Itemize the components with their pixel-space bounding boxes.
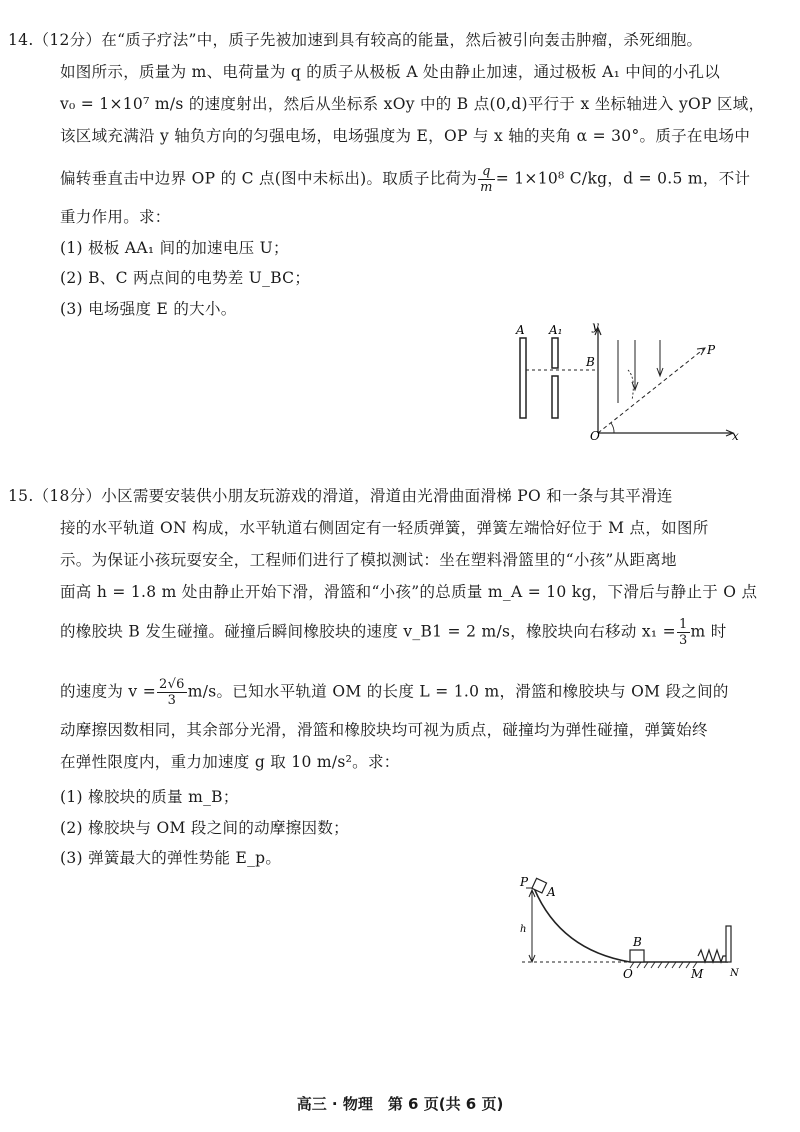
q14-part-2: (2) B、C 两点间的电势差 U_BC； bbox=[60, 269, 311, 287]
q15-part-1: (1) 橡胶块的质量 m_B； bbox=[60, 788, 239, 806]
page-footer: 高三 · 物理 第 6 页(共 6 页) bbox=[296, 1095, 504, 1113]
label-o: O bbox=[590, 429, 600, 443]
q15-line-6 bbox=[60, 677, 729, 708]
q15-line-2: 接的水平轨道 ON 构成，水平轨道右侧固定有一轻质弹簧，弹簧左端恰好位于 M 点，如图所 bbox=[60, 519, 709, 537]
q14-figure bbox=[500, 318, 750, 443]
q15-line-5-b: m 时 bbox=[690, 622, 727, 641]
label-a: A bbox=[516, 323, 525, 337]
q14-line-6: 重力作用。求： bbox=[60, 208, 171, 226]
label-a: A bbox=[547, 885, 556, 899]
spring bbox=[698, 950, 726, 962]
q15-line-6-b: m/s。已知水平轨道 OM 的长度 L = 1.0 m，滑篮和橡胶块与 OM 段之间的 bbox=[187, 682, 729, 701]
label-p: P bbox=[520, 875, 529, 889]
label-h: h bbox=[520, 924, 527, 935]
friction-hatch bbox=[630, 962, 697, 968]
deflection-path bbox=[628, 370, 633, 400]
q14-line-4: 该区域充满沿 y 轴负方向的匀强电场，电场强度为 E，OP 与 x 轴的夹角 α = 30°。质子在电场中 bbox=[60, 127, 751, 145]
plate-a1-lower bbox=[552, 376, 558, 418]
fraction-numerator: 2√6 bbox=[159, 677, 185, 692]
label-n: N bbox=[730, 968, 739, 979]
q14-line-1: 14.（12分）在“质子疗法”中，质子先被加速到具有较高的能量，然后被引向轰击肿瘤，杀死细胞。 bbox=[8, 31, 703, 49]
q15-line-3: 示。为保证小孩玩耍安全，工程师们进行了模拟测试：坐在塑料滑篮里的“小孩”从距离地 bbox=[60, 551, 677, 569]
q15-line-1: 15.（18分）小区需要安装供小朋友玩游戏的滑道，滑道由光滑曲面滑梯 PO 和一条与其平滑连 bbox=[8, 487, 673, 505]
q15-line-5-a: 的橡胶块 B 发生碰撞。碰撞后瞬间橡胶块的速度 v_B1 = 2 m/s，橡胶块向右移动 x₁ = bbox=[60, 622, 676, 641]
q14-part-3: (3) 电场强度 E 的大小。 bbox=[60, 300, 237, 318]
label-y: y bbox=[592, 319, 599, 333]
q15-line-6-a: 的速度为 v = bbox=[60, 682, 156, 701]
basket-a bbox=[532, 878, 547, 893]
q14-part-1: (1) 极板 AA₁ 间的加速电压 U； bbox=[60, 239, 289, 257]
q14-line-3: v₀ = 1×10⁷ m/s 的速度射出，然后从坐标系 xOy 中的 B 点(0,d)平行于 x 坐标轴进入 yOP 区域， bbox=[60, 95, 765, 113]
q15-line-5 bbox=[60, 617, 727, 648]
label-o: O bbox=[623, 967, 633, 981]
q14-line-5-a: 偏转垂直击中边界 OP 的 C 点(图中未标出)。取质子比荷为 bbox=[60, 169, 478, 188]
label-m: M bbox=[691, 967, 704, 981]
q14-line-5-b: = 1×10⁸ C/kg，d = 0.5 m，不计 bbox=[495, 169, 751, 188]
angle-arc bbox=[611, 423, 614, 433]
label-b: B bbox=[633, 935, 642, 949]
velocity-fraction bbox=[157, 677, 187, 708]
q14-line-2: 如图所示，质量为 m、电荷量为 q 的质子从极板 A 处由静止加速，通过极板 A₁ 中间的小孔以 bbox=[60, 63, 721, 81]
fraction-numerator: q bbox=[478, 164, 495, 180]
q14-line-5 bbox=[60, 164, 750, 195]
plate-a bbox=[520, 338, 526, 418]
q15-part-2: (2) 橡胶块与 OM 段之间的动摩擦因数； bbox=[60, 819, 349, 837]
charge-mass-fraction bbox=[478, 164, 495, 195]
x1-fraction bbox=[677, 617, 690, 648]
op-boundary bbox=[598, 348, 705, 433]
fraction-denominator: 3 bbox=[167, 693, 177, 708]
fraction-denominator: 3 bbox=[678, 633, 688, 648]
plate-a1-upper bbox=[552, 338, 558, 368]
label-b: B bbox=[586, 355, 595, 369]
fraction-numerator: 1 bbox=[678, 617, 688, 632]
label-a1: A₁ bbox=[549, 323, 563, 337]
q15-line-7: 动摩擦因数相同，其余部分光滑，滑篮和橡胶块均可视为质点，碰撞均为弹性碰撞，弹簧始终 bbox=[60, 721, 708, 739]
q15-line-8: 在弹性限度内，重力加速度 g 取 10 m/s²。求： bbox=[60, 753, 400, 771]
label-p: P bbox=[707, 343, 716, 357]
fraction-denominator: m bbox=[480, 180, 493, 195]
q15-part-3: (3) 弹簧最大的弹性势能 E_p。 bbox=[60, 849, 282, 867]
q15-line-4: 面高 h = 1.8 m 处由静止开始下滑，滑篮和“小孩”的总质量 m_A = 10 kg，下滑后与静止于 O 点 bbox=[60, 583, 758, 601]
curved-slide bbox=[534, 888, 630, 962]
wall bbox=[726, 926, 731, 962]
label-x: x bbox=[732, 429, 739, 443]
q15-figure bbox=[510, 870, 750, 985]
rubber-block-b bbox=[630, 950, 644, 962]
